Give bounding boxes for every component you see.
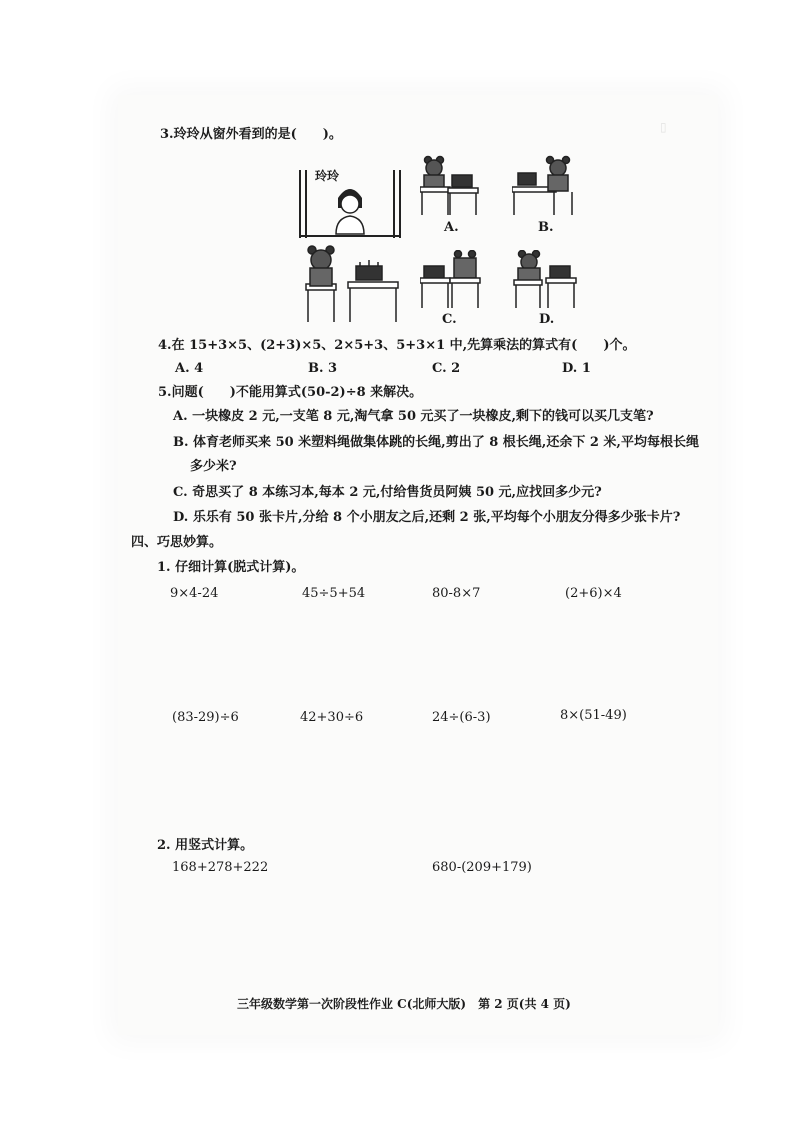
q3-question: 3.玲玲从窗外看到的是( )。 — [160, 127, 342, 142]
q4-option-d: D. 1 — [562, 361, 591, 376]
q4-option-c: C. 2 — [432, 361, 461, 376]
part2-title: 2. 用竖式计算。 — [157, 838, 254, 853]
q5-question: 5.问题( )不能用算式(50-2)÷8 来解决。 — [158, 385, 423, 400]
q5-option-a: A. 一块橡皮 2 元,一支笔 8 元,淘气拿 50 元买了一块橡皮,剩下的钱可以买几支笔? — [173, 409, 654, 424]
option-b-label: B. — [538, 220, 554, 235]
option-c-image — [420, 250, 482, 308]
option-b-image — [512, 155, 576, 217]
calc-item: (83-29)÷6 — [172, 710, 239, 725]
calc-item: 8×(51-49) — [560, 708, 627, 723]
q5-option-d: D. 乐乐有 50 张卡片,分给 8 个小朋友之后,还剩 2 张,平均每个小朋友分得多少张卡片? — [173, 510, 681, 525]
scene-bear-cake — [302, 244, 402, 322]
page-footer: 三年级数学第一次阶段性作业 C(北师大版) 第 2 页(共 4 页) — [237, 997, 571, 1011]
q4-option-a: A. 4 — [175, 361, 204, 376]
option-d-image — [512, 250, 578, 308]
part1-title: 1. 仔细计算(脱式计算)。 — [157, 560, 305, 575]
vertical-calc-item: 680-(209+179) — [432, 860, 532, 875]
calc-item: 42+30÷6 — [300, 710, 364, 725]
calc-item: (2+6)×4 — [565, 586, 622, 601]
q5-option-b-line1: B. 体育老师买来 50 米塑料绳做集体跳的长绳,剪出了 8 根长绳,还余下 2 米,平均每根长绳 — [173, 435, 699, 450]
option-c-label: C. — [442, 312, 457, 327]
option-a-label: A. — [444, 220, 459, 235]
q5-option-c: C. 奇思买了 8 本练习本,每本 2 元,付给售货员阿姨 50 元,应找回多少元? — [173, 485, 602, 500]
window-illustration — [298, 168, 403, 240]
calc-item: 9×4-24 — [170, 586, 219, 601]
bleed-through-mark: ▯ — [660, 120, 667, 134]
option-d-label: D. — [539, 312, 555, 327]
q4-question: 4.在 15+3×5、(2+3)×5、2×5+3、5+3×1 中,先算乘法的算式有( )个。 — [158, 338, 636, 353]
q4-option-b: B. 3 — [308, 361, 338, 376]
option-a-image — [420, 155, 480, 217]
section-4-title: 四、巧思妙算。 — [131, 535, 223, 550]
window-label: 玲玲 — [315, 169, 340, 183]
calc-item: 45÷5+54 — [302, 586, 366, 601]
girl-figure — [336, 189, 364, 234]
calc-item: 80-8×7 — [432, 586, 481, 601]
vertical-calc-item: 168+278+222 — [172, 860, 269, 875]
q5-option-b-line2: 多少米? — [190, 459, 237, 474]
calc-item: 24÷(6-3) — [432, 710, 491, 725]
